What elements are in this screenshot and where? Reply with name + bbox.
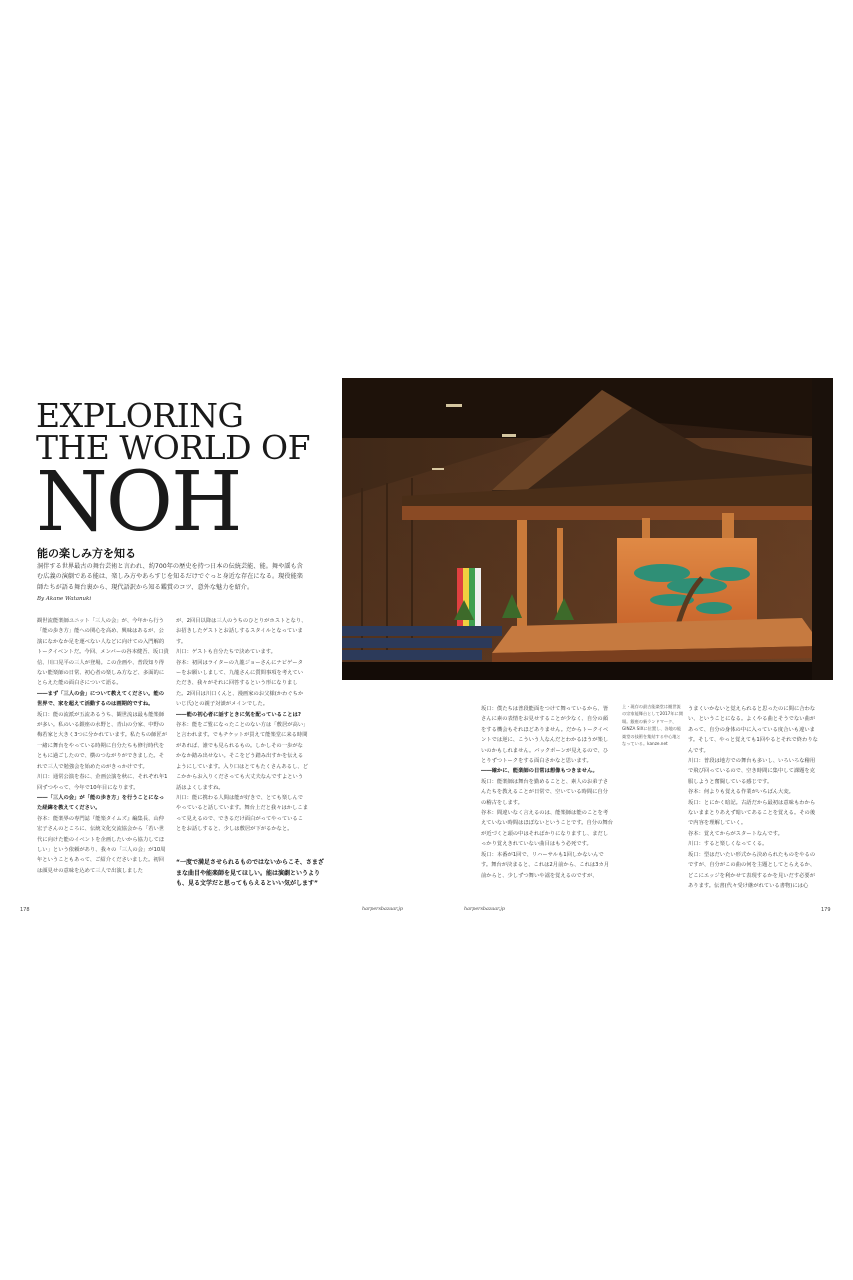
col4-para-2: 川口：普段は地方での舞台も多いし、いろいろな稽用で飛び回っているので、空き時間に集中して課題を克服しようと奮闘している感じです。 [688,758,816,785]
headline-line-3: NOH [36,455,241,550]
col3-para-2: 坂口：能楽師は舞台を勤めることと、素人のお弟子さんたちを教えることが日常で、空いている時間に自分の稽古をします。 [481,778,609,806]
col4-para-5: 谷本：覚えてからがスタートなんです。 [688,830,783,837]
headline-line-1: EXPLORING [36,396,244,435]
col4-para-4: 坂口：とにかく暗記。古語だから最初は意味もわからないままとりあえず暗いてあることを覚える。その後で内容を理解していく。 [688,799,816,827]
col2-para-5: 川口：能に携わる人間は能が好きで、とても楽しんでやっていると話しています。舞台上だと我々はかしこまって見えるので、できるだけ面白がってやっていることをお話しすると、少しは敷居が下がるかなと。 [176,794,308,833]
col2-para-2: 川口：ゲストも自分たちで決めています。 [176,649,276,656]
page-number-left: 178 [20,907,30,913]
page-number-right: 179 [821,907,831,913]
noh-stage-photo [342,378,833,680]
noh-stage-illustration [342,378,833,680]
col3-para-1: 坂口：僕たちは普段能面をつけて舞っているから、皆さんに素の表情をお見せすることが少なく、自分の顔をする機会もそれほどありません。だからトークイベントでは逆に、こういう人なんだとわかるほうが楽しいのかもしれません。バックボーンが見えるので、ひとりずつトークをする面白さかなと思います。 [481,706,609,765]
col3-question-1: ――確かに、能楽師の日常は想像もつきません。 [481,768,598,775]
col2-para-4: 谷本：能をご覧になったことのない方は「敷居が高い」と言われます。でもチケットが買えて能楽堂に来る時間があれば、誰でも見られるもの。しかしその一歩がなかなか踏み出せない。そこをどう踏み出すかを伝えるようにしています。入り口はとてもたくさんあるし、どこかからお入りくださっても大丈夫なんですよという話はよくしますね。 [176,722,308,791]
col3-para-4: 坂口：本番が1回で、リハーサルも1回しかないんです。舞台が決まると、これは2月前から、これは3カ月前からと、少しずつ舞いや謡を覚えるのですが、 [481,851,610,879]
site-url-left: harpersbazaar.jp [362,907,403,912]
col4-para-1: うまくいかないと覚えられると思ったのに間に合わない、ということになる。よくやる曲とそうでない曲があって、自分の身体の中に入っている度合いも違います。そして、やっと覚えても1回やるとそれで終わりなんです。 [688,706,818,754]
col1-para-1: 観世流能楽師ユニット「三人の会」が、今年から行う「能の歩き方」能への関心を高め、興味はあるが、公演になかなか足を運べない人などに向けての入門解的トークイベントだ。今回、メンバーの谷本健吾、坂口貴信、川口晃平の三人が登場。この企画や、普段知り得ない能楽師の日常、初心者の楽しみ方など、多面的にとらえた能の面白さについて語る。 [37,618,169,687]
pull-quote: “一度で満足させられるものではないからこそ、さまざまな曲目や能楽師を見てほしい。能は演劇というよりも、見る文学だと思ってもらえるといい気がします” [176,859,324,887]
col4-para-6: 川口：すると楽しくなってくる。 [688,841,768,848]
article-subtitle: 能の楽しみ方を知る [37,547,136,560]
text-column-1 [37,616,169,876]
article-headline [36,396,311,550]
text-column-4 [688,704,820,891]
col1-para-2: 坂口：能の流派が五流あるうち、観世流は最も能楽師が多い。私のいる銀座の水野と、青山の分家、中野の梅若家と大きく3つに分かれています。私たちの師匠が一緒に舞台をやっている時期に自分たちも修行時代をともに過ごしたので、横のつながりができました。それで三人で勉強会を始めたのがきっかけです。 [37,711,168,770]
site-url-right: harpersbazaar.jp [464,907,505,912]
article-byline: By Akane Watanuki [37,596,92,602]
text-column-3 [481,704,613,881]
photo-caption: 上・現存の最古能楽堂は観世流の宗家能舞台として2017年に開場。銀座の新ランドマーク、GINZA SIXに位置し、各地の能楽堂の技術を集結する中心地となっている。kanze.net [622,704,683,747]
headline-line-2: THE WORLD OF [36,428,311,467]
col1-para-4: 谷本：能楽界の専門誌『能楽タイムズ』編集長、山仲宏子さんのところに、伝統文化交流協会から「若い世代に向けた能のイベントを企画したいから協力してほしい」という依頼があり、我々の「三人の会」が10周年ということもあって、ご紹介くださいました。初回は顔見せの意味を込めて三人で出演しました [37,815,166,874]
article-lead: 洞伴する世界最古の舞台芸術と言われ、約700年の歴史を持つ日本の伝統芸能、能。舞や謡も含む広義の演劇である能は、楽しみ方やあらすじを知るだけでぐっと身近な存在になる。現役能楽師たちが語る舞台裏から、現代語訳から知る鑑賞のコツ、意外な魅力を紹介。 [37,563,303,591]
col4-para-7: 坂口：型はだいたい形式から決められたものをやるのですが、自分がこの曲の何を主題としてとらえるか、どこにエッジを利かせて表現するかを見いだす必要があります。伝書(代々受け継がれている書物)には心 [688,851,816,889]
col1-para-3: 川口：通常公演を春に、企画公演を秋に、それぞれ年1回ずつやって、今年で10年目になります。 [37,774,168,791]
col3-para-3: 谷本：間違いなく言えるのは、能楽師は能のことを考えていない時間はほぼないということです。自分の舞台が近づくと頭の中はそればかりになりますし、まだしっかり覚えきれていない曲目はもう必死です。 [481,810,613,848]
col2-para-3: 谷本：初回はライターの九龍ジョーさんにナビゲーターをお願いしまして、九龍さんに質問事項を考えていただき、我々がそれに回答するという形になりました。2回目は川口くんと、漫画家のお父様(かわぐちかいじ氏)との親子対談がメインでした。 [176,659,304,708]
col1-question-2: ――「三人の会」が「能の歩き方」を行うことになった経緯を教えてください。 [37,794,165,812]
col2-question-1: ――能の初心者に話すときに気を配っていることは? [176,711,301,718]
col4-para-3: 谷本：何よりも覚える作業がいちばん大変。 [688,789,794,796]
text-column-2 [176,616,308,835]
col2-para-1: が、2回目以降は三人のうちのひとりがホストとなり、お招きしたゲストとお話しするスタイルとなっています。 [176,618,307,645]
col1-question-1: ――まず「三人の会」について教えてください。能の世界で、家を超えて活動するのは画期的ですね。 [37,690,165,708]
